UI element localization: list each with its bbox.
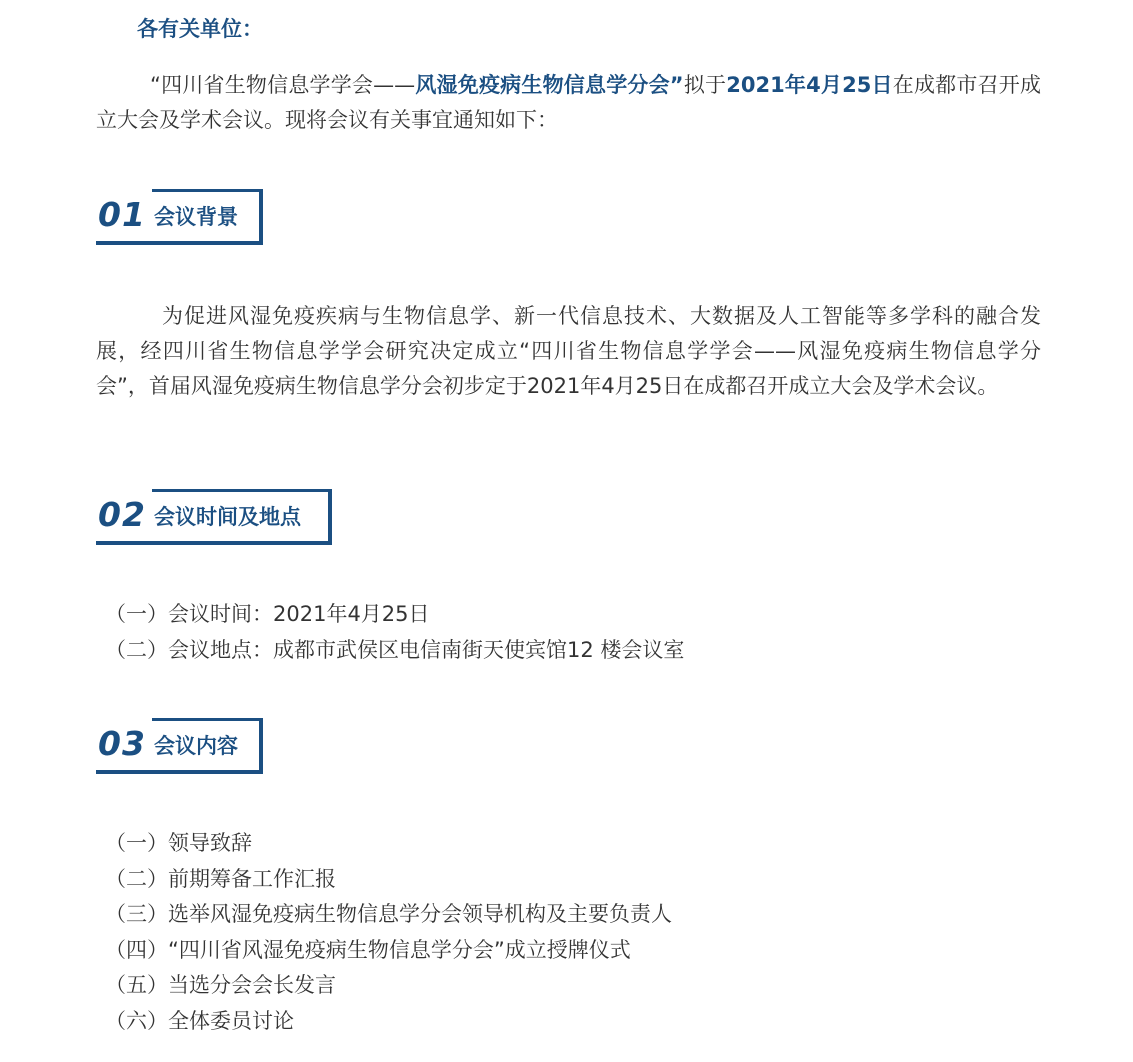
section-title: 会议背景: [154, 205, 238, 229]
intro-date: 2021年4月25日: [726, 73, 893, 97]
section-heading-background: [96, 189, 263, 245]
content-list: [105, 826, 672, 1039]
section-number: 01: [98, 195, 146, 234]
intro-mid: 拟于: [683, 73, 727, 97]
list-item: （六）全体委员讨论: [105, 1008, 294, 1033]
section-title-box: [152, 189, 263, 245]
section-heading-time-place: [96, 489, 332, 545]
list-item-place: （二）会议地点：成都市武侯区电信南街天使宾馆12 楼会议室: [105, 637, 685, 662]
intro-paragraph: [96, 68, 1041, 138]
list-item: （一）领导致辞: [105, 831, 252, 855]
section-title-box: [152, 718, 263, 774]
list-item-time: （一）会议时间：2021年4月25日: [105, 602, 430, 626]
intro-quote-open: “四川省生物信息学学会——: [150, 73, 416, 97]
salutation: 各有关单位：: [137, 17, 263, 41]
background-paragraph: 为促进风湿免疫疾病与生物信息学、新一代信息技术、大数据及人工智能等多学科的融合发展，经四川省生物信息学学会研究决定成立“四川省生物信息学学会——风湿免疫病生物信息学分会”，首届风湿免疫病生物信息学分会初步定于2021年4月25日在成都召开成立大会及学术会议。: [96, 304, 1041, 398]
time-place-list: [105, 597, 684, 668]
section-heading-content: [96, 718, 263, 774]
list-item: （五）当选分会会长发言: [105, 973, 336, 997]
section-title: 会议内容: [154, 734, 238, 758]
list-item: （三）选举风湿免疫病生物信息学分会领导机构及主要负责人: [105, 902, 672, 926]
section-number: 02: [98, 495, 146, 534]
section-title-box: [152, 489, 332, 545]
section-title: 会议时间及地点: [154, 505, 301, 529]
intro-tail: 在成都市召开成立大会及学术会议。现将会议有关事宜通知如下：: [96, 73, 1041, 132]
section-number: 03: [98, 724, 146, 763]
intro-branch-name: 风湿免疫病生物信息学分会”: [415, 73, 684, 97]
list-item: （四）“四川省风湿免疫病生物信息学分会”成立授牌仪式: [105, 937, 631, 962]
list-item: （二）前期筹备工作汇报: [105, 866, 336, 891]
